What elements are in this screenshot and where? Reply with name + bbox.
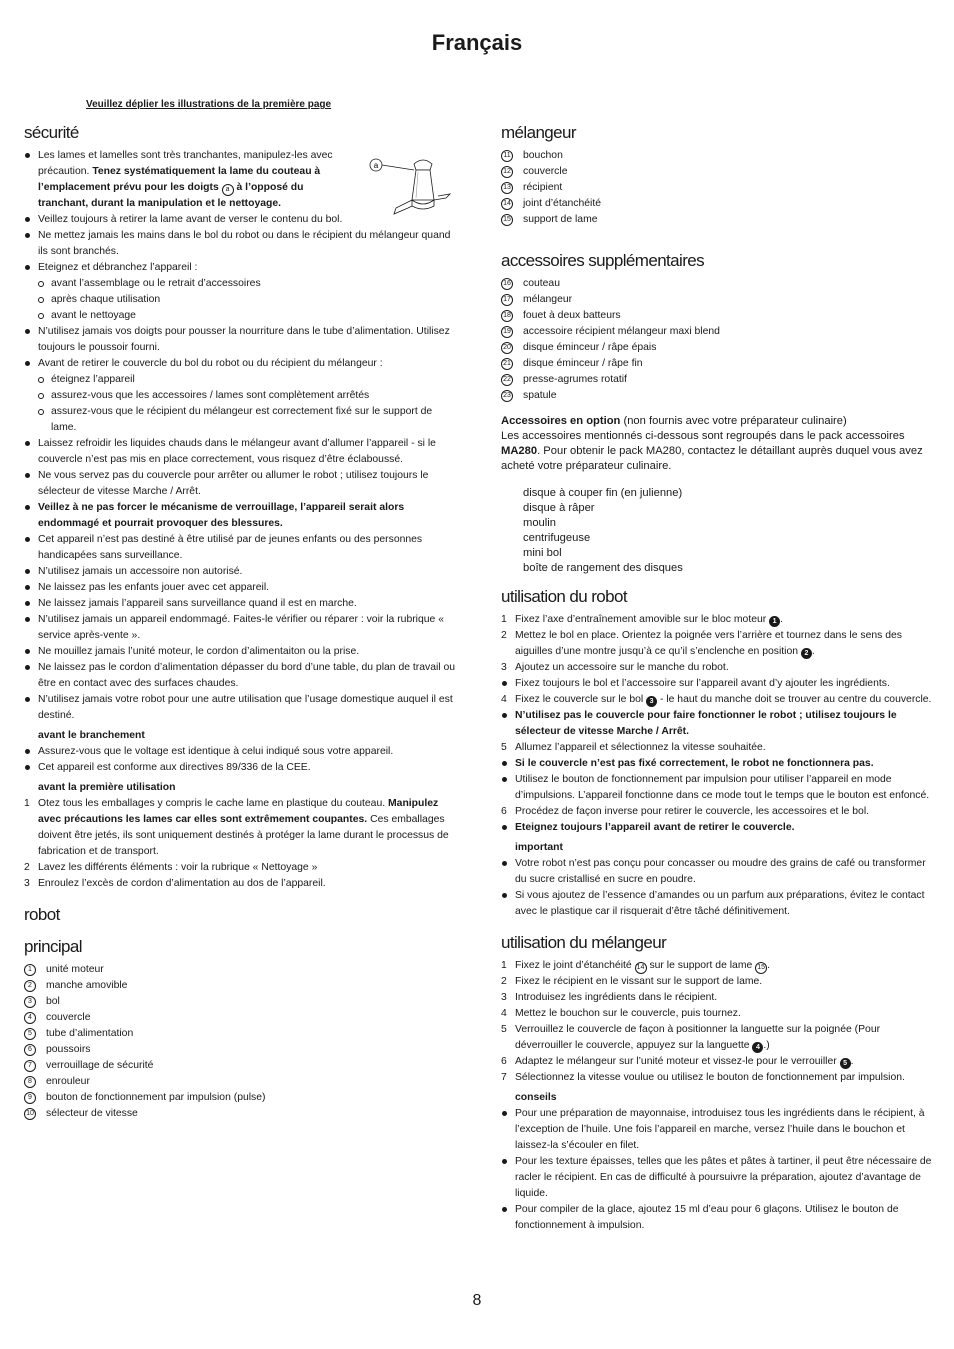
item-label: spatule [523, 390, 557, 401]
list-item: N’utilisez jamais un accessoire non autorisé. [24, 564, 456, 580]
list-item [24, 978, 456, 994]
number-marker-icon: 1 [24, 964, 36, 976]
parts-list [501, 148, 933, 228]
step-item: 5 Allumez l’appareil et sélectionnez la vitesse souhaitée. [501, 742, 766, 753]
list-item: Ne mettez jamais les mains dans le bol du robot ou dans le récipient du mélangeur quand ils sont branchés. [24, 228, 456, 260]
number-marker-icon: 3 [24, 996, 36, 1008]
number-marker-icon: 19 [501, 326, 513, 338]
illustration-label: a [373, 161, 379, 170]
marker-4-icon: 4 [752, 1042, 763, 1053]
sub-list-item: avant l’assemblage ou le retrait d’accessoires [24, 276, 456, 292]
list-item: Si vous ajoutez de l’essence d’amandes ou un parfum aux préparations, évitez le contact avec le plastique car il risquerait d’être tâché définitivement. [501, 888, 933, 920]
list-item: mini bol [523, 547, 562, 559]
item-label: manche amovible [46, 980, 128, 991]
list-item [501, 356, 933, 372]
number-marker-icon: 21 [501, 358, 513, 370]
item-label: unité moteur [46, 964, 104, 975]
item-label: joint d’étanchéité [523, 198, 601, 209]
list-item: Eteignez et débranchez l’appareil : [24, 260, 456, 276]
parts-list [501, 276, 933, 404]
list-item: centrifugeuse [523, 532, 591, 544]
list-item: Pour les texture épaisses, telles que les pâtes et pâtes à tartiner, il peut être nécessaire de racler le récipient. En cas de difficulté à poursuivre la préparation, ajoutez d’avantage de liquide. [501, 1154, 933, 1202]
list-item: Veillez toujours à retirer la lame avant de verser le contenu du bol. [24, 212, 456, 228]
list-item: Ne laissez pas les enfants jouer avec cet appareil. [24, 580, 456, 596]
list-item [501, 292, 933, 308]
item-label: disque éminceur / râpe fin [523, 358, 643, 369]
step-item: 3 Ajoutez un accessoire sur le manche du robot. [501, 662, 729, 673]
number-marker-icon: 11 [501, 150, 513, 162]
number-marker-icon: 6 [24, 1044, 36, 1056]
item-label: poussoirs [46, 1044, 91, 1055]
list-item [24, 1074, 456, 1090]
item-label: verrouillage de sécurité [46, 1060, 154, 1071]
list-item: N’utilisez pas le couvercle pour faire fonctionner le robot ; utilisez toujours le sélecteur de vitesse Marche / Arrêt. [501, 708, 933, 740]
number-marker-icon: 20 [501, 342, 513, 354]
list-item [501, 164, 933, 180]
list-item: Pour une préparation de mayonnaise, introduisez tous les ingrédients dans le récipient, à l’exception de l’huile. Une fois l’appareil en marche, versez l’huile dans le bouchon et laissez-la s’écouler en filet. [501, 1106, 933, 1154]
list-item [24, 1058, 456, 1074]
list-item [24, 1010, 456, 1026]
list-item: Veillez à ne pas forcer le mécanisme de verrouillage, l’appareil serait alors endommagé et pourrait provoquer des blessures. [24, 500, 456, 532]
list-item: N’utilisez jamais votre robot pour une autre utilisation que l’usage domestique auquel il est destiné. [24, 692, 456, 724]
sub-list-item: assurez-vous que le récipient du mélangeur est correctement fixé sur le support de lame. [24, 404, 456, 436]
left-column [24, 122, 456, 1122]
list-item: Ne vous servez pas du couvercle pour arrêter ou allumer le robot ; utilisez toujours le sélecteur de vitesse Marche / Arrêt. [24, 468, 456, 500]
item-label: mélangeur [523, 294, 573, 305]
list-item: Assurez-vous que le voltage est identique à celui indiqué sous votre appareil. [24, 744, 456, 760]
list-item [24, 1026, 456, 1042]
sub-list-item: après chaque utilisation [24, 292, 456, 308]
step-item: 2 Fixez le récipient en le vissant sur le support de lame. [501, 976, 763, 987]
unfold-note: Veuillez déplier les illustrations de la première page [86, 99, 332, 110]
number-marker-icon: 15 [501, 214, 513, 226]
list-item: disque à râper [523, 502, 595, 514]
sub-list-item: assurez-vous que les accessoires / lames sont complètement arrêtés [24, 388, 456, 404]
section-heading-robot: robot [24, 905, 60, 924]
marker-14-icon: 14 [635, 962, 647, 974]
list-item: Ne laissez pas le cordon d’alimentation dépasser du bord d’une table, du plan de travail ou être en contact avec des surfaces chaudes. [24, 660, 456, 692]
list-item: Fixez toujours le bol et l’accessoire sur l’appareil avant d’y ajouter les ingrédients. [501, 676, 933, 692]
item-label: enrouleur [46, 1076, 90, 1087]
section-heading-accessoires: accessoires supplémentaires [501, 251, 705, 270]
list-item: Votre robot n’est pas conçu pour concasser ou moudre des grains de café ou transformer du sucre cristallisé en sucre en poudre. [501, 856, 933, 888]
section-heading-utilisation-robot: utilisation du robot [501, 587, 627, 606]
list-item: Cet appareil n’est pas destiné à être utilisé par de jeunes enfants ou des personnes handicapées sans surveillance. [24, 532, 456, 564]
item-label: disque éminceur / râpe épais [523, 342, 657, 353]
list-item: boîte de rangement des disques [523, 562, 683, 574]
step-item: 6 Adaptez le mélangeur sur l’unité moteur et vissez-le pour le verrouiller 5 . [501, 1056, 854, 1067]
optional-accessories-list [501, 486, 933, 576]
list-item [501, 388, 933, 404]
list-item: moulin [523, 517, 556, 529]
step-item: 2 Lavez les différents éléments : voir la rubrique « Nettoyage » [24, 862, 318, 873]
number-marker-icon: 16 [501, 278, 513, 290]
list-item [501, 148, 933, 164]
sub-list-item: éteignez l’appareil [24, 372, 456, 388]
step-item: 3 Introduisez les ingrédients dans le récipient. [501, 992, 718, 1003]
subheading-premiere-utilisation: avant la première utilisation [38, 782, 176, 793]
step-item: 4 Fixez le couvercle sur le bol 3 - le haut du manche doit se trouver au centre du couvercle. [501, 694, 932, 705]
list-item [24, 1090, 456, 1106]
list-item [24, 1106, 456, 1122]
step-item: 5 Verrouillez le couvercle de façon à positionner la languette sur la poignée (Pour déverrouiller le couvercle, appuyez sur la languette 4 .) [501, 1024, 881, 1051]
list-item: N’utilisez jamais vos doigts pour pousser la nourriture dans le tube d’alimentation. Utilisez toujours le poussoir fourni. [24, 324, 456, 356]
step-item: 2 Mettez le bol en place. Orientez la poignée vers l’arrière et tournez dans le sens des aiguilles d’une montre jusqu’à ce qu’il s’enclenche en position 2 . [501, 630, 902, 657]
list-item [24, 962, 456, 978]
marker-3-icon: 3 [646, 696, 657, 707]
list-item [501, 180, 933, 196]
number-marker-icon: 9 [24, 1092, 36, 1104]
number-marker-icon: 7 [24, 1060, 36, 1072]
item-label: sélecteur de vitesse [46, 1108, 138, 1119]
list-item: Avant de retirer le couvercle du bol du robot ou du récipient du mélangeur : [24, 356, 456, 372]
list-item [501, 308, 933, 324]
page-number: 8 [472, 1292, 482, 1309]
step-item: 1 Fixez le joint d’étanchéité 14 sur le support de lame 15 . [501, 958, 933, 974]
list-item: Laissez refroidir les liquides chauds dans le mélangeur avant d’allumer l’appareil - si le couvercle n’est pas mis en place correctement, vous risquez d’être éclaboussé. [24, 436, 456, 468]
item-label: accessoire récipient mélangeur maxi blend [523, 326, 720, 337]
list-item: Ne laissez jamais l’appareil sans surveillance quand il est en marche. [24, 596, 456, 612]
number-marker-icon: 17 [501, 294, 513, 306]
marker-5-icon: 5 [840, 1058, 851, 1069]
sub-list-item: avant le nettoyage [24, 308, 456, 324]
list-item [501, 196, 933, 212]
list-item: Cet appareil est conforme aux directives 89/336 de la CEE. [24, 760, 456, 776]
item-label: tube d’alimentation [46, 1028, 134, 1039]
number-marker-icon: 14 [501, 198, 513, 210]
list-item [501, 276, 933, 292]
item-label: couvercle [46, 1012, 91, 1023]
optional-accessories-text: Accessoires en option (non fournis avec votre préparateur culinaire) Les accessoires mentionnés ci-dessous sont regroupés dans le pack accessoires MA280. Pour obtenir le pack MA280, contactez le détaillant auprès duquel vous avez acheté votre préparateur culinaire. [501, 415, 923, 472]
list-item: Utilisez le bouton de fonctionnement par impulsion pour utiliser l’appareil en mode d’impulsions. L’appareil fonctionne dans ce mode tout le temps que le bouton est enfoncé. [501, 772, 933, 804]
item-label: couteau [523, 278, 560, 289]
subheading-branchement: avant le branchement [38, 730, 145, 741]
list-item: Ne mouillez jamais l’unité moteur, le cordon d’alimentaiton ou la prise. [24, 644, 456, 660]
marker-1-icon: 1 [769, 616, 780, 627]
list-item [501, 324, 933, 340]
number-marker-icon: 23 [501, 390, 513, 402]
list-item: Pour compiler de la glace, ajoutez 15 ml d’eau pour 6 glaçons. Utilisez le bouton de fonctionnement à impulsion. [501, 1202, 933, 1234]
number-marker-icon: 12 [501, 166, 513, 178]
item-label: bol [46, 996, 60, 1007]
list-item [24, 994, 456, 1010]
item-label: support de lame [523, 214, 598, 225]
parts-list [24, 962, 456, 1122]
list-item [501, 372, 933, 388]
number-marker-icon: 4 [24, 1012, 36, 1024]
page-title: Français [431, 30, 523, 55]
item-label: bouton de fonctionnement par impulsion (pulse) [46, 1092, 266, 1103]
list-item: Les lames et lamelles sont très tranchantes, manipulez-les avec précaution. Tenez systématiquement la lame du couteau à l’emplacement prévu pour les doigts a à l’opposé du tranchant, durant la manipulation et le nettoyage. [24, 148, 456, 212]
number-marker-icon: 10 [24, 1108, 36, 1120]
list-item [24, 1042, 456, 1058]
list-item [501, 212, 933, 228]
number-marker-icon: 2 [24, 980, 36, 992]
step-item: 1 Otez tous les emballages y compris le cache lame en plastique du couteau. Manipulez avec précautions les lames car elles sont extrêmement coupantes. Ces emballages doivent être jetés, ils sont uniquement destinés à protéger la lame durant le processus de fabrication et de transport. [24, 798, 449, 857]
step-item: 7 Sélectionnez la vitesse voulue ou utilisez le bouton de fonctionnement par impulsion. [501, 1072, 905, 1083]
list-item: disque à couper fin (en julienne) [523, 487, 683, 499]
number-marker-icon: 18 [501, 310, 513, 322]
step-item: 1 Fixez l’axe d’entraînement amovible sur le bloc moteur 1 . [501, 614, 783, 625]
list-item: Si le couvercle n’est pas fixé correctement, le robot ne fonctionnera pas. [501, 756, 933, 772]
number-marker-icon: 8 [24, 1076, 36, 1088]
section-heading-securite: sécurité [24, 123, 79, 142]
item-label: récipient [523, 182, 563, 193]
marker-15-icon: 15 [755, 962, 767, 974]
marker-a-icon: a [222, 184, 234, 196]
number-marker-icon: 13 [501, 182, 513, 194]
section-heading-utilisation-melangeur: utilisation du mélangeur [501, 933, 667, 952]
item-label: presse-agrumes rotatif [523, 374, 627, 385]
section-heading-principal: principal [24, 937, 82, 956]
number-marker-icon: 22 [501, 374, 513, 386]
subheading-important: important [515, 842, 563, 853]
item-label: couvercle [523, 166, 568, 177]
step-item: 3 Enroulez l’excès de cordon d’alimentation au dos de l’appareil. [24, 878, 326, 889]
item-label: fouet à deux batteurs [523, 310, 621, 321]
list-item: N’utilisez jamais un appareil endommagé. Faites-le vérifier ou réparer : voir la rubrique « service après-vente ». [24, 612, 456, 644]
item-label: bouchon [523, 150, 563, 161]
number-marker-icon: 5 [24, 1028, 36, 1040]
section-heading-melangeur: mélangeur [501, 123, 576, 142]
right-column [501, 122, 933, 1234]
subheading-conseils: conseils [515, 1092, 557, 1103]
list-item [501, 340, 933, 356]
list-item: Eteignez toujours l’appareil avant de retirer le couvercle. [501, 820, 933, 836]
step-item: 4 Mettez le bouchon sur le couvercle, puis tournez. [501, 1008, 741, 1019]
step-item: 6 Procédez de façon inverse pour retirer le couvercle, les accessoires et le bol. [501, 806, 870, 817]
marker-2-icon: 2 [801, 648, 812, 659]
